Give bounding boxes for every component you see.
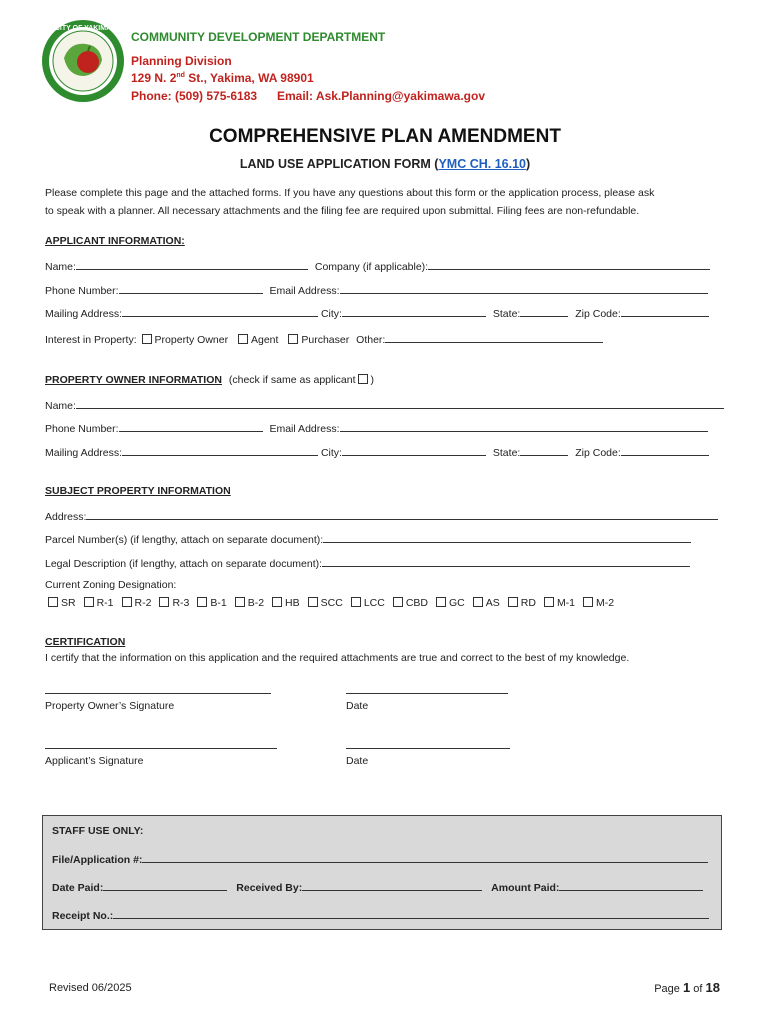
zone-checkbox[interactable] (235, 597, 245, 607)
zone-checkbox[interactable] (508, 597, 518, 607)
zoning-label: Current Zoning Designation: (45, 579, 177, 591)
owner-phone-label: Phone Number: (45, 423, 119, 435)
zone-label: AS (485, 597, 500, 609)
zone-checkbox[interactable] (272, 597, 282, 607)
zone-checkbox[interactable] (159, 597, 169, 607)
zone-checkbox[interactable] (583, 597, 593, 607)
name-label: Name: (45, 261, 76, 273)
parcel-field[interactable] (323, 532, 691, 543)
certification-heading: CERTIFICATION (45, 636, 126, 648)
applicant-signature-line[interactable] (45, 740, 277, 749)
purchaser-label: Purchaser (301, 334, 350, 346)
page-number: Page 1 of 18 (654, 980, 720, 995)
owner-signature-line[interactable] (45, 685, 271, 694)
parcel-row (45, 532, 691, 546)
owner-heading: PROPERTY OWNER INFORMATION (45, 374, 222, 386)
received-by-label: Received By: (236, 882, 303, 894)
zone-checkbox[interactable] (308, 597, 318, 607)
same-as-applicant-label: (check if same as applicant (228, 374, 356, 386)
owner-email-label: Email Address: (269, 423, 340, 435)
email-label: Email Address: (269, 285, 340, 297)
legal-label: Legal Description (if lengthy, attach on separate document): (45, 558, 323, 570)
company-label: Company (if applicable): (314, 261, 429, 273)
applicant-company-field[interactable] (428, 259, 710, 270)
owner-zip-field[interactable] (621, 445, 709, 456)
owner-name-label: Name: (45, 400, 76, 412)
zone-option-r-3[interactable] (157, 597, 189, 609)
property-owner-label: Property Owner (154, 334, 229, 346)
receipt-row (52, 908, 709, 922)
department-phone: Phone: (509) 575-6183 (131, 89, 258, 103)
applicant-mailing-row (45, 306, 709, 320)
revised-date: Revised 06/2025 (49, 982, 132, 994)
department-address: 129 N. 2nd St., Yakima, WA 98901 (131, 71, 314, 85)
purchaser-checkbox[interactable] (288, 334, 298, 344)
property-owner-checkbox[interactable] (142, 334, 152, 344)
zone-option-rd[interactable] (506, 597, 536, 609)
zone-option-sr[interactable] (46, 597, 76, 609)
zone-option-r-1[interactable] (82, 597, 114, 609)
zip-label: Zip Code: (575, 308, 621, 320)
intro-text-2: to speak with a planner. All necessary attachments and the filing fee are required upon submittal. Filing fees are non-refundable. (45, 205, 640, 217)
zone-checkbox[interactable] (473, 597, 483, 607)
interest-row (45, 332, 603, 346)
interest-label: Interest in Property: (45, 334, 137, 346)
owner-state-field[interactable] (520, 445, 568, 456)
amount-paid-label: Amount Paid: (491, 882, 560, 894)
mailing-label: Mailing Address: (45, 308, 123, 320)
applicant-name-row (45, 259, 710, 273)
zone-label: B-2 (247, 597, 265, 609)
zone-option-hb[interactable] (270, 597, 300, 609)
zone-label: B-1 (210, 597, 227, 609)
applicant-date-label: Date (346, 755, 369, 767)
zone-label: GC (449, 597, 465, 609)
amount-paid-field[interactable] (559, 880, 703, 891)
owner-signature-label: Property Owner’s Signature (45, 700, 175, 712)
zone-checkbox[interactable] (122, 597, 132, 607)
city-label: City: (320, 308, 342, 320)
owner-city-field[interactable] (342, 445, 486, 456)
ymc-link[interactable]: YMC CH. 16.10 (438, 157, 526, 171)
zone-option-m-2[interactable] (581, 597, 614, 609)
zone-label: LCC (363, 597, 385, 609)
parcel-label: Parcel Number(s) (if lengthy, attach on separate document): (45, 534, 324, 546)
receipt-field[interactable] (113, 908, 709, 919)
applicant-phone-field[interactable] (119, 283, 263, 294)
applicant-phone-row (45, 283, 708, 297)
paren-close: ) (370, 374, 375, 386)
subject-heading: SUBJECT PROPERTY INFORMATION (45, 485, 231, 497)
subject-address-row (45, 509, 718, 523)
applicant-heading: APPLICANT INFORMATION: (45, 235, 185, 247)
other-label: Other: (356, 334, 386, 346)
owner-email-field[interactable] (340, 421, 708, 432)
owner-heading-row (45, 374, 374, 386)
department-name: COMMUNITY DEVELOPMENT DEPARTMENT (131, 30, 386, 44)
owner-date-line[interactable] (346, 685, 508, 694)
subject-address-field[interactable] (86, 509, 718, 520)
receipt-label: Receipt No.: (52, 910, 114, 922)
owner-state-label: State: (492, 447, 521, 459)
date-paid-field[interactable] (103, 880, 227, 891)
subject-address-label: Address: (45, 511, 87, 523)
zone-option-m-1[interactable] (542, 597, 575, 609)
owner-zip-label: Zip Code: (575, 447, 621, 459)
zone-option-cbd[interactable] (391, 597, 428, 609)
zone-option-as[interactable] (471, 597, 500, 609)
owner-mailing-field[interactable] (122, 445, 318, 456)
date-paid-label: Date Paid: (52, 882, 104, 894)
file-label: File/Application #: (52, 854, 143, 866)
other-field[interactable] (385, 332, 603, 343)
zone-checkbox[interactable] (48, 597, 58, 607)
zone-option-gc[interactable] (434, 597, 465, 609)
applicant-signature-label: Applicant’s Signature (45, 755, 144, 767)
zone-option-r-2[interactable] (120, 597, 152, 609)
zone-checkbox[interactable] (436, 597, 446, 607)
zone-checkbox[interactable] (197, 597, 207, 607)
zone-label: R-3 (172, 597, 190, 609)
staff-use-box (42, 815, 722, 930)
phone-label: Phone Number: (45, 285, 119, 297)
page-title: COMPREHENSIVE PLAN AMENDMENT (209, 126, 561, 147)
department-email: Email: Ask.Planning@yakimawa.gov (277, 89, 485, 103)
owner-phone-row (45, 421, 708, 435)
page-subtitle: LAND USE APPLICATION FORM (YMC CH. 16.10) (239, 157, 531, 171)
owner-mailing-row (45, 445, 709, 459)
agent-checkbox[interactable] (238, 334, 248, 344)
svg-text:CITY OF YAKIMA: CITY OF YAKIMA (54, 25, 112, 32)
applicant-city-field[interactable] (342, 306, 486, 317)
owner-mailing-label: Mailing Address: (45, 447, 123, 459)
owner-name-field[interactable] (76, 398, 724, 409)
applicant-state-field[interactable] (520, 306, 568, 317)
applicant-date-line[interactable] (346, 740, 510, 749)
zone-label: R-2 (134, 597, 152, 609)
applicant-email-field[interactable] (340, 283, 708, 294)
zone-option-b-2[interactable] (233, 597, 264, 609)
zone-checkbox[interactable] (393, 597, 403, 607)
same-as-applicant-checkbox[interactable] (358, 374, 368, 384)
owner-phone-field[interactable] (119, 421, 263, 432)
zone-label: RD (520, 597, 536, 609)
received-by-field[interactable] (302, 880, 482, 891)
zone-label: M-1 (556, 597, 576, 609)
city-seal-logo (40, 18, 126, 104)
zone-label: CBD (405, 597, 428, 609)
applicant-zip-field[interactable] (621, 306, 709, 317)
zone-checkbox[interactable] (544, 597, 554, 607)
file-field[interactable] (142, 852, 708, 863)
legal-field[interactable] (322, 556, 690, 567)
applicant-name-field[interactable] (76, 259, 308, 270)
legal-row (45, 556, 690, 570)
staff-heading: STAFF USE ONLY: (52, 825, 144, 837)
zoning-options (46, 597, 620, 609)
zone-option-b-1[interactable] (195, 597, 226, 609)
zone-label: HB (285, 597, 300, 609)
zone-checkbox[interactable] (84, 597, 94, 607)
owner-city-label: City: (320, 447, 342, 459)
zone-label: SCC (320, 597, 343, 609)
file-row (52, 852, 708, 866)
zone-label: M-2 (596, 597, 615, 609)
division-name: Planning Division (131, 54, 232, 68)
intro-text-1: Please complete this page and the attached forms. If you have any questions about this form or the application process, please ask (45, 187, 655, 199)
zone-label: R-1 (96, 597, 114, 609)
zone-checkbox[interactable] (351, 597, 361, 607)
applicant-mailing-field[interactable] (122, 306, 318, 317)
zone-option-scc[interactable] (306, 597, 343, 609)
zone-label: SR (61, 597, 76, 609)
state-label: State: (492, 308, 521, 320)
zone-option-lcc[interactable] (349, 597, 385, 609)
certification-text: I certify that the information on this application and the required attachments are true and correct to the best of my knowledge. (45, 652, 630, 664)
owner-name-row (45, 398, 724, 412)
agent-label: Agent (251, 334, 279, 346)
owner-date-label: Date (346, 700, 369, 712)
payment-row (52, 880, 703, 894)
